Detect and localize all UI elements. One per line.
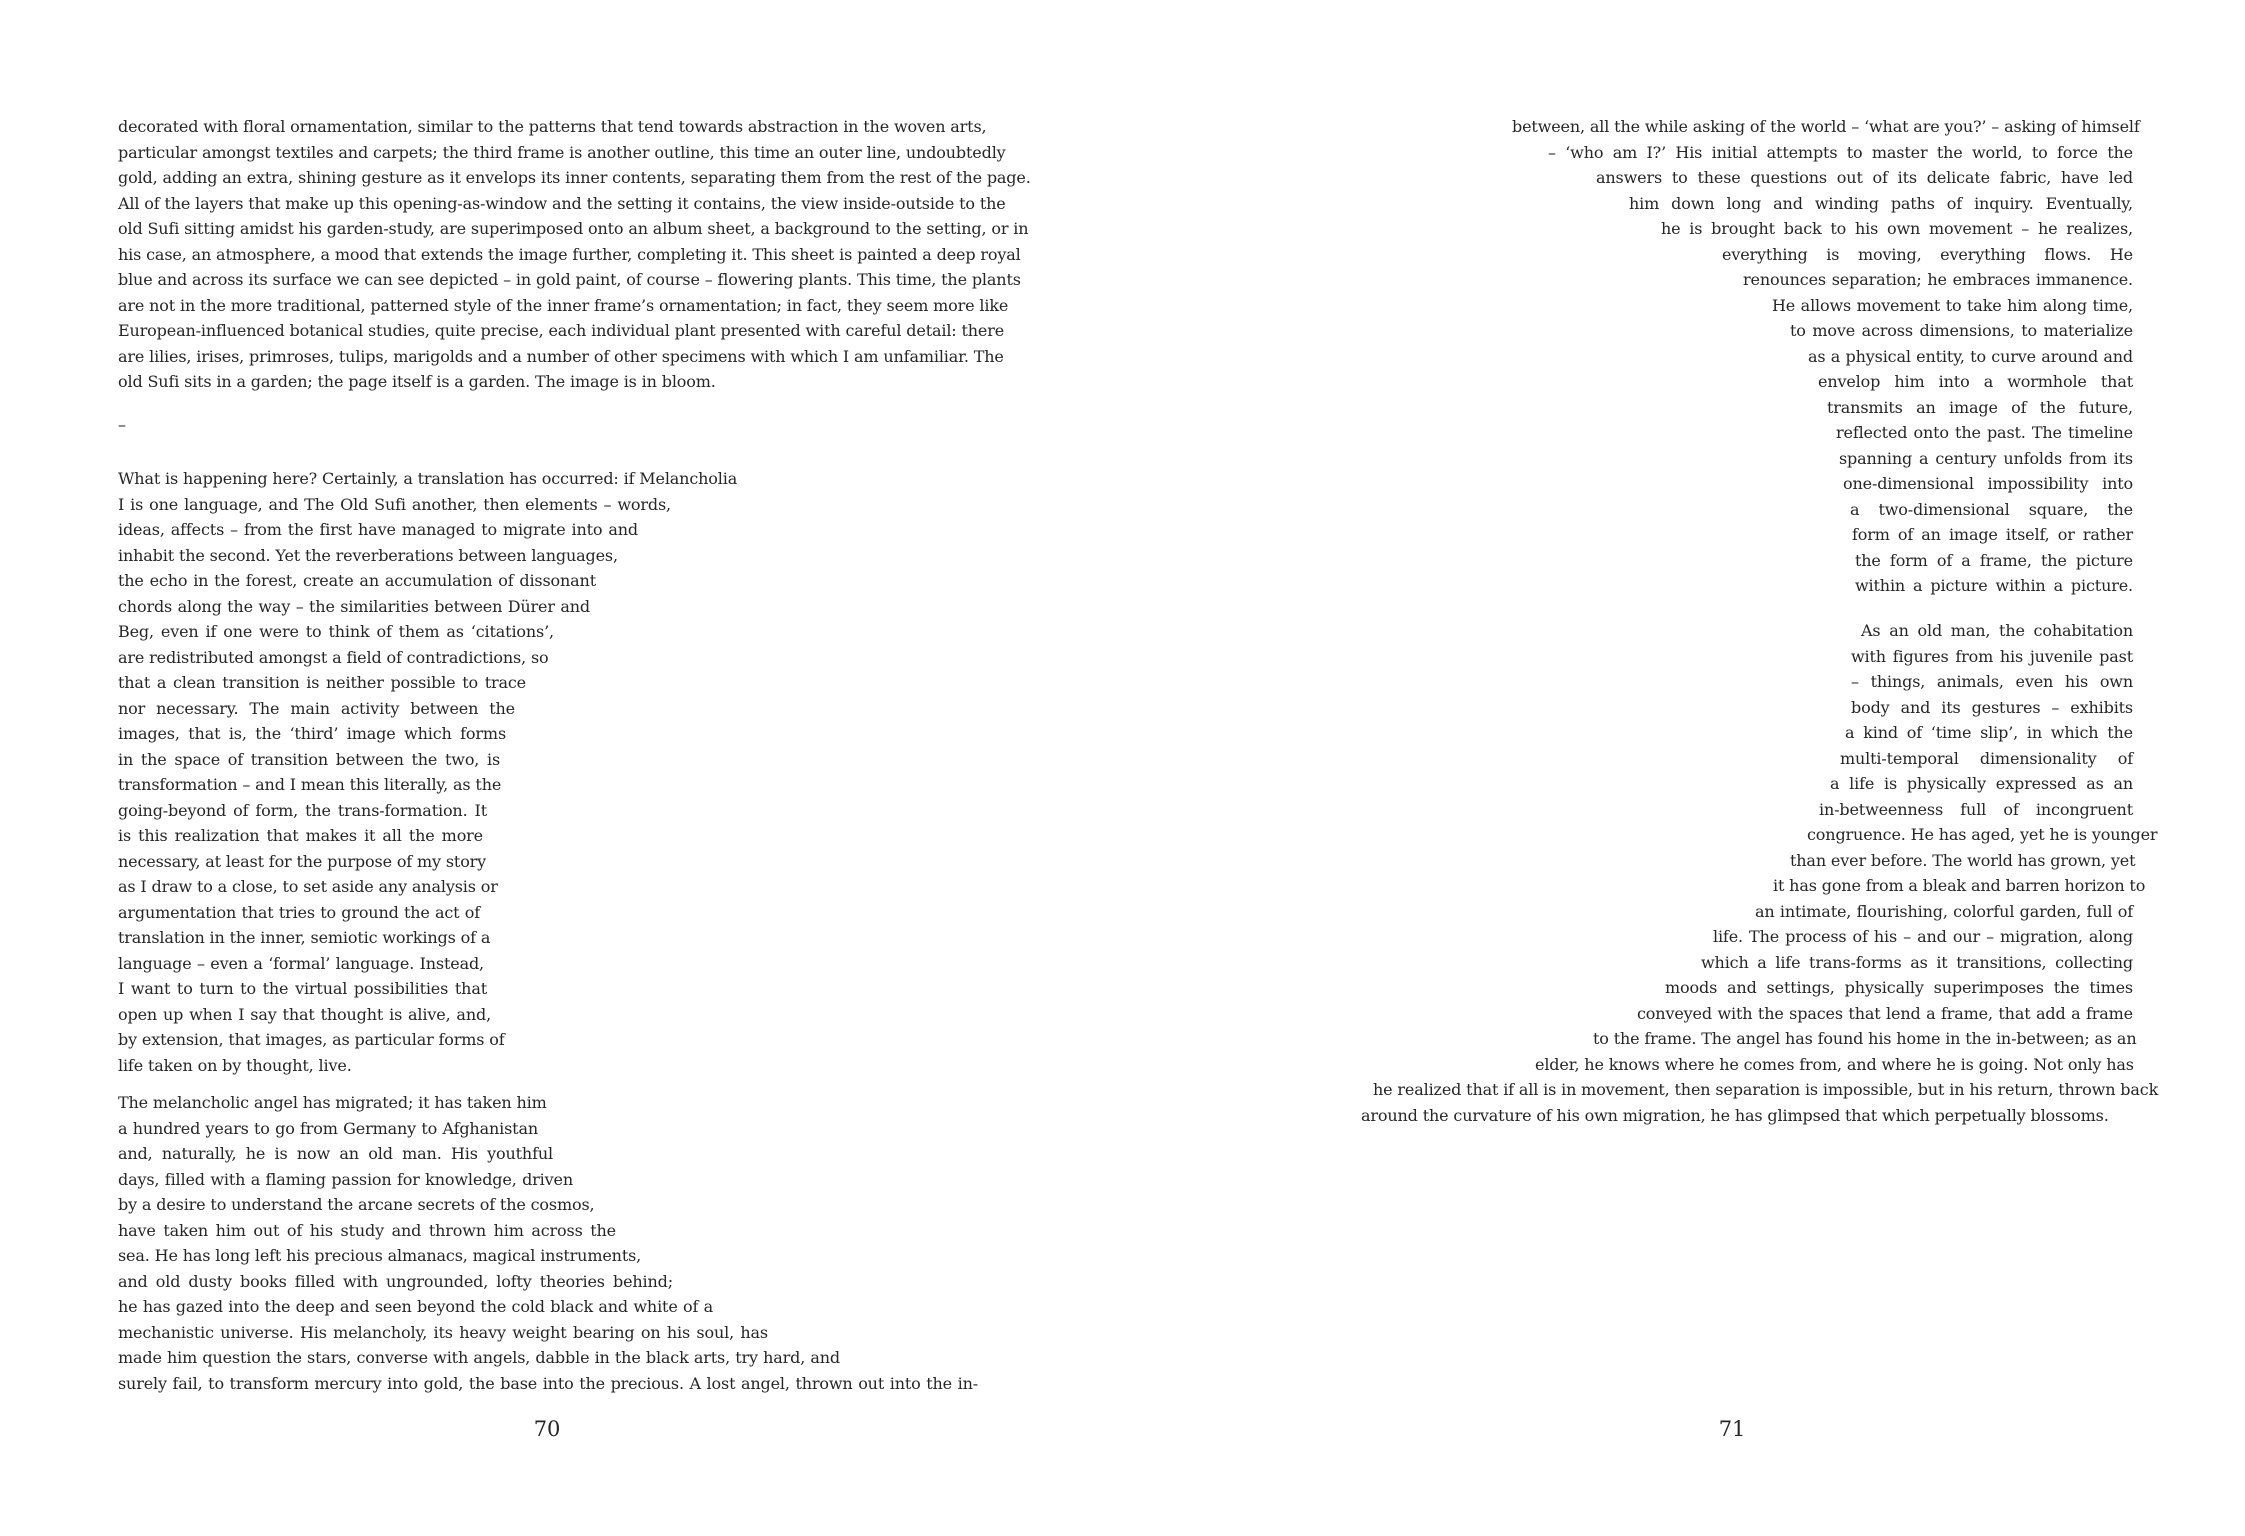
text-line: spanning a century unfolds from its [1839, 448, 2133, 468]
text-line: As an old man, the cohabitation [1861, 621, 2133, 640]
text-line: in-betweenness full of incongruent [1819, 799, 2133, 819]
text-line: moods and settings, physically superimposes the times [1665, 978, 2133, 997]
text-line: by a desire to understand the arcane secrets of the cosmos, [118, 1195, 595, 1214]
left-paragraph-1 [118, 114, 1031, 395]
text-line: mechanistic universe. His melancholy, its heavy weight bearing on his soul, has [118, 1322, 768, 1342]
right-paragraph-2 [1361, 618, 2159, 1128]
text-line: ideas, affects – from the first have managed to migrate into and [118, 520, 638, 539]
text-line: are lilies, irises, primroses, tulips, marigolds and a number of other specimens with which I am unfamiliar. The [118, 346, 1004, 366]
text-line: in the space of transition between the two, is [118, 749, 500, 769]
text-line: and, naturally, he is now an old man. His youthful [118, 1144, 553, 1163]
text-line: to the frame. The angel has found his home in the in-between; as an [1593, 1029, 2137, 1048]
text-line: between, all the while asking of the world – ‘what are you?’ – asking of himself [1512, 117, 2140, 136]
text-line: particular amongst textiles and carpets; the third frame is another outline, this time an outer line, undoubtedly [118, 142, 1006, 162]
text-line: form of an image itself, or rather [1852, 525, 2133, 544]
text-line: congruence. He has aged, yet he is younger [1807, 825, 2158, 844]
text-line: are redistributed amongst a field of contradictions, so [118, 647, 549, 667]
text-line: renounces separation; he embraces immanence. [1743, 270, 2133, 289]
text-line: He allows movement to take him along time, [1772, 295, 2133, 315]
text-line: by extension, that images, as particular forms of [118, 1030, 505, 1049]
text-line: blue and across its surface we can see depicted – in gold paint, of course – flowering plants. This time, the plants [118, 270, 1021, 289]
text-line: answers to these questions out of its delicate fabric, have led [1596, 168, 2133, 187]
text-line: are not in the more traditional, patterned style of the inner frame’s ornamentation; in fact, they seem more like [118, 295, 1009, 315]
text-line: a life is physically expressed as an [1830, 774, 2133, 793]
text-line: open up when I say that thought is alive, and, [118, 1004, 491, 1024]
text-line: as a physical entity, to curve around and [1808, 346, 2133, 366]
text-line: that a clean transition is neither possible to trace [118, 673, 526, 692]
text-line: the form of a frame, the picture [1855, 550, 2133, 570]
text-line: necessary, at least for the purpose of my story [118, 851, 487, 871]
text-line: images, that is, the ‘third’ image which forms [118, 724, 506, 743]
text-line: transformation – and I mean this literally, as the [118, 775, 502, 794]
text-line: he is brought back to his own movement – he realizes, [1661, 219, 2133, 238]
text-line: made him question the stars, converse with angels, dabble in the black arts, try hard, and [118, 1348, 840, 1367]
text-line: days, filled with a flaming passion for knowledge, driven [118, 1169, 573, 1189]
left-paragraph-3 [118, 1090, 978, 1396]
text-line: everything is moving, everything flows. He [1722, 244, 2133, 264]
text-line: than ever before. The world has grown, yet [1790, 850, 2136, 870]
text-line: his case, an atmosphere, a mood that extends the image further, completing it. This sheet is painted a deep royal [118, 244, 1021, 264]
text-line: language – even a ‘formal’ language. Instead, [118, 953, 484, 973]
text-line: All of the layers that make up this opening-as-window and the setting it contains, the view inside-outside to the [118, 193, 1006, 213]
text-line: inhabit the second. Yet the reverberations between languages, [118, 545, 618, 565]
text-line: elder, he knows where he comes from, and where he is going. Not only has [1535, 1054, 2134, 1074]
text-line: old Sufi sitting amidst his garden-study, are superimposed onto an album sheet, a background to the setting, or in [118, 219, 1029, 238]
text-line: I is one language, and The Old Sufi another, then elements – words, [118, 494, 671, 514]
text-line: he realized that if all is in movement, then separation is impossible, but in his return, thrown back [1373, 1080, 2159, 1099]
text-line: multi-temporal dimensionality of [1840, 748, 2133, 768]
text-line: conveyed with the spaces that lend a frame, that add a frame [1637, 1003, 2133, 1023]
text-line: is this realization that makes it all the more [118, 826, 483, 845]
text-line: with figures from his juvenile past [1851, 646, 2133, 666]
text-line: translation in the inner, semiotic workings of a [118, 928, 491, 947]
text-line: gold, adding an extra, shining gesture as it envelops its inner contents, separating them from the rest of the page. [118, 168, 1031, 187]
text-line: which a life trans-forms as it transitions, collecting [1701, 952, 2133, 972]
text-line: a hundred years to go from Germany to Afghanistan [118, 1118, 538, 1138]
text-line: envelop him into a wormhole that [1818, 372, 2133, 391]
text-line: and old dusty books filled with ungrounded, lofty theories behind; [118, 1271, 673, 1291]
text-line: reflected onto the past. The timeline [1836, 423, 2133, 442]
text-line: What is happening here? Certainly, a translation has occurred: if Melancholia [118, 469, 738, 488]
text-line: around the curvature of his own migration, he has glimpsed that which perpetually blossoms. [1361, 1105, 2109, 1125]
text-line: – things, animals, even his own [1851, 672, 2133, 691]
text-line: sea. He has long left his precious almanacs, magical instruments, [118, 1246, 642, 1265]
text-line: old Sufi sits in a garden; the page itself is a garden. The image is in bloom. [118, 372, 716, 391]
text-line: life taken on by thought, live. [118, 1055, 352, 1075]
text-line: going-beyond of form, the trans-formation. It [118, 800, 487, 820]
text-line: an intimate, flourishing, colorful garden, full of [1755, 901, 2133, 921]
text-line: as I draw to a close, to set aside any analysis or [118, 877, 498, 896]
text-line: European-influenced botanical studies, quite precise, each individual plant presented with careful detail: there [118, 321, 1005, 340]
right-page [1122, 0, 2245, 1536]
text-line: to move across dimensions, to materialize [1790, 321, 2133, 340]
text-line: surely fail, to transform mercury into gold, the base into the precious. A lost angel, thrown out into the in- [118, 1373, 978, 1393]
left-page [0, 0, 1122, 1536]
text-line: decorated with floral ornamentation, similar to the patterns that tend towards abstraction in the woven arts, [118, 117, 987, 136]
text-line: have taken him out of his study and thrown him across the [118, 1220, 616, 1240]
text-line: argumentation that tries to ground the act of [118, 902, 480, 922]
text-line: one-dimensional impossibility into [1843, 474, 2133, 493]
page-number-left: 70 [533, 1417, 561, 1441]
text-line: chords along the way – the similarities between Dürer and [118, 596, 590, 616]
text-line: him down long and winding paths of inquiry. Eventually, [1629, 193, 2133, 213]
text-line: The melancholic angel has migrated; it has taken him [118, 1093, 547, 1112]
text-line: Beg, even if one were to think of them as ‘citations’, [118, 622, 554, 641]
text-line: a kind of ‘time slip’, in which the [1845, 723, 2133, 742]
text-line: transmits an image of the future, [1827, 397, 2133, 417]
text-line: body and its gestures – exhibits [1851, 697, 2133, 717]
text-line: the echo in the forest, create an accumulation of dissonant [118, 571, 596, 590]
text-line: nor necessary. The main activity between the [118, 698, 515, 718]
text-line: he has gazed into the deep and seen beyond the cold black and white of a [118, 1297, 713, 1316]
text-line: life. The process of his – and our – migration, along [1713, 927, 2133, 946]
page-number-right: 71 [1718, 1417, 1746, 1441]
right-paragraph-1 [1512, 114, 2140, 599]
text-line: I want to turn to the virtual possibilities that [118, 979, 487, 998]
text-line: – ‘who am I?’ His initial attempts to master the world, to force the [1548, 142, 2133, 162]
text-line: it has gone from a bleak and barren horizon to [1773, 876, 2146, 895]
section-separator: – [118, 415, 126, 434]
text-line: within a picture within a picture. [1855, 576, 2133, 595]
text-line: a two-dimensional square, the [1850, 499, 2133, 519]
left-paragraph-2 [118, 466, 738, 1078]
